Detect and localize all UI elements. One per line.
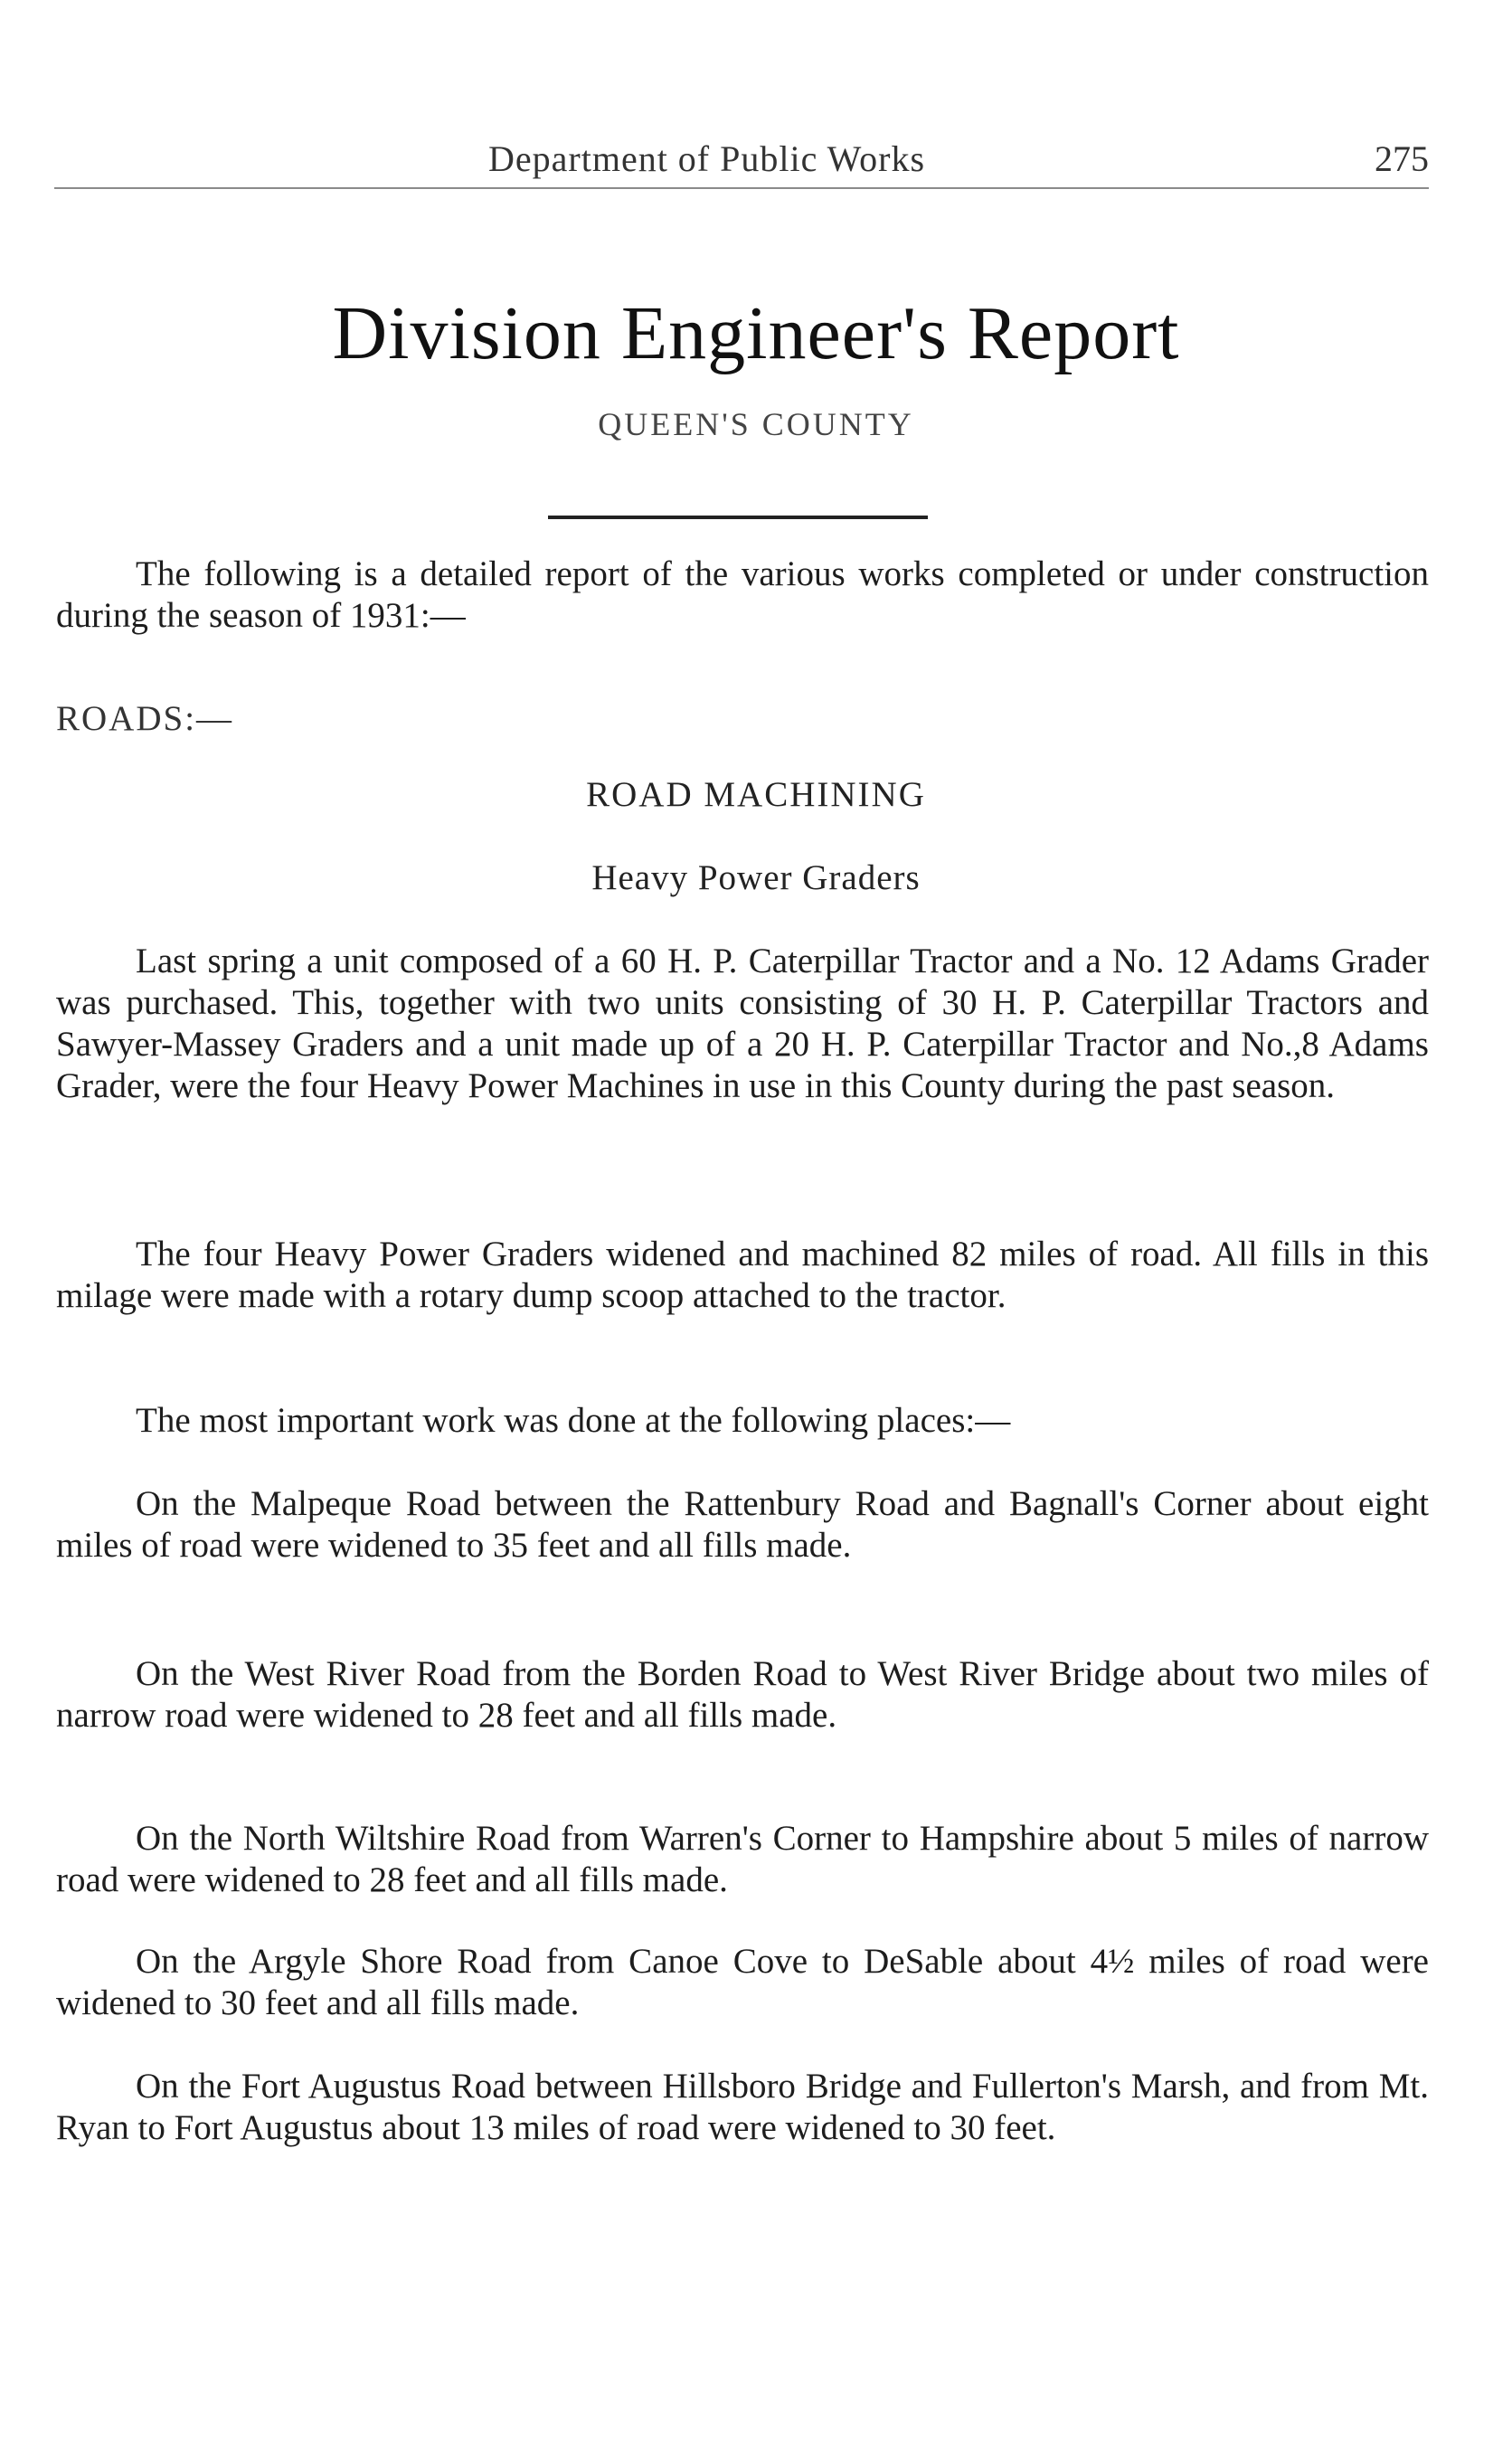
section-heading: ROADS:— [56, 699, 234, 738]
paragraph: On the West River Road from the Borden Road to West River Bridge about two miles of narrow road were widened to 28 feet and all fills made. [56, 1654, 1429, 1735]
paragraph: On the Fort Augustus Road between Hillsboro Bridge and Fullerton's Marsh, and from Mt. Ryan to Fort Augustus about 13 miles of road were widened to 30 feet. [56, 2067, 1429, 2147]
running-title: Department of Public Works [488, 138, 926, 179]
paragraph: The most important work was done at the following places:— [136, 1401, 1011, 1440]
report-title: Division Engineer's Report [332, 291, 1180, 375]
paragraph: On the Malpeque Road between the Rattenbury Road and Bagnall's Corner about eight miles of road were widened to 35 feet and all fills made. [56, 1484, 1429, 1565]
paragraph: On the North Wiltshire Road from Warren's Corner to Hampshire about 5 miles of narrow road were widened to 28 feet and all fills made. [56, 1819, 1429, 1899]
paragraph: On the Argyle Shore Road from Canoe Cove to DeSable about 4½ miles of road were widened to 30 feet and all fills made. [56, 1942, 1429, 2022]
running-head [54, 137, 1429, 192]
intro-paragraph: The following is a detailed report of the various works completed or under construction during the season of 1931:— [56, 554, 1429, 635]
header-rule [54, 187, 1429, 189]
title-divider [548, 516, 928, 519]
paragraph: The four Heavy Power Graders widened and machined 82 miles of road. All fills in this milage were made with a rotary dump scoop attached to the tractor. [56, 1235, 1429, 1315]
subsection-heading: ROAD MACHINING [586, 775, 926, 814]
subsubsection-heading: Heavy Power Graders [591, 858, 921, 897]
report-subtitle: QUEEN'S COUNTY [598, 406, 914, 442]
paragraph: Last spring a unit composed of a 60 H. P. Caterpillar Tractor and a No. 12 Adams Grader was purchased. This, together with two units consisting of 30 H. P. Caterpillar Tractors and Sawyer-Massey Graders and a unit made up of a 20 H. P. Caterpillar Tractor and No.,8 Adams Grader, were the four Heavy Power Machines in use in this County during the past season. [56, 942, 1429, 1105]
page-number: 275 [1375, 138, 1429, 179]
